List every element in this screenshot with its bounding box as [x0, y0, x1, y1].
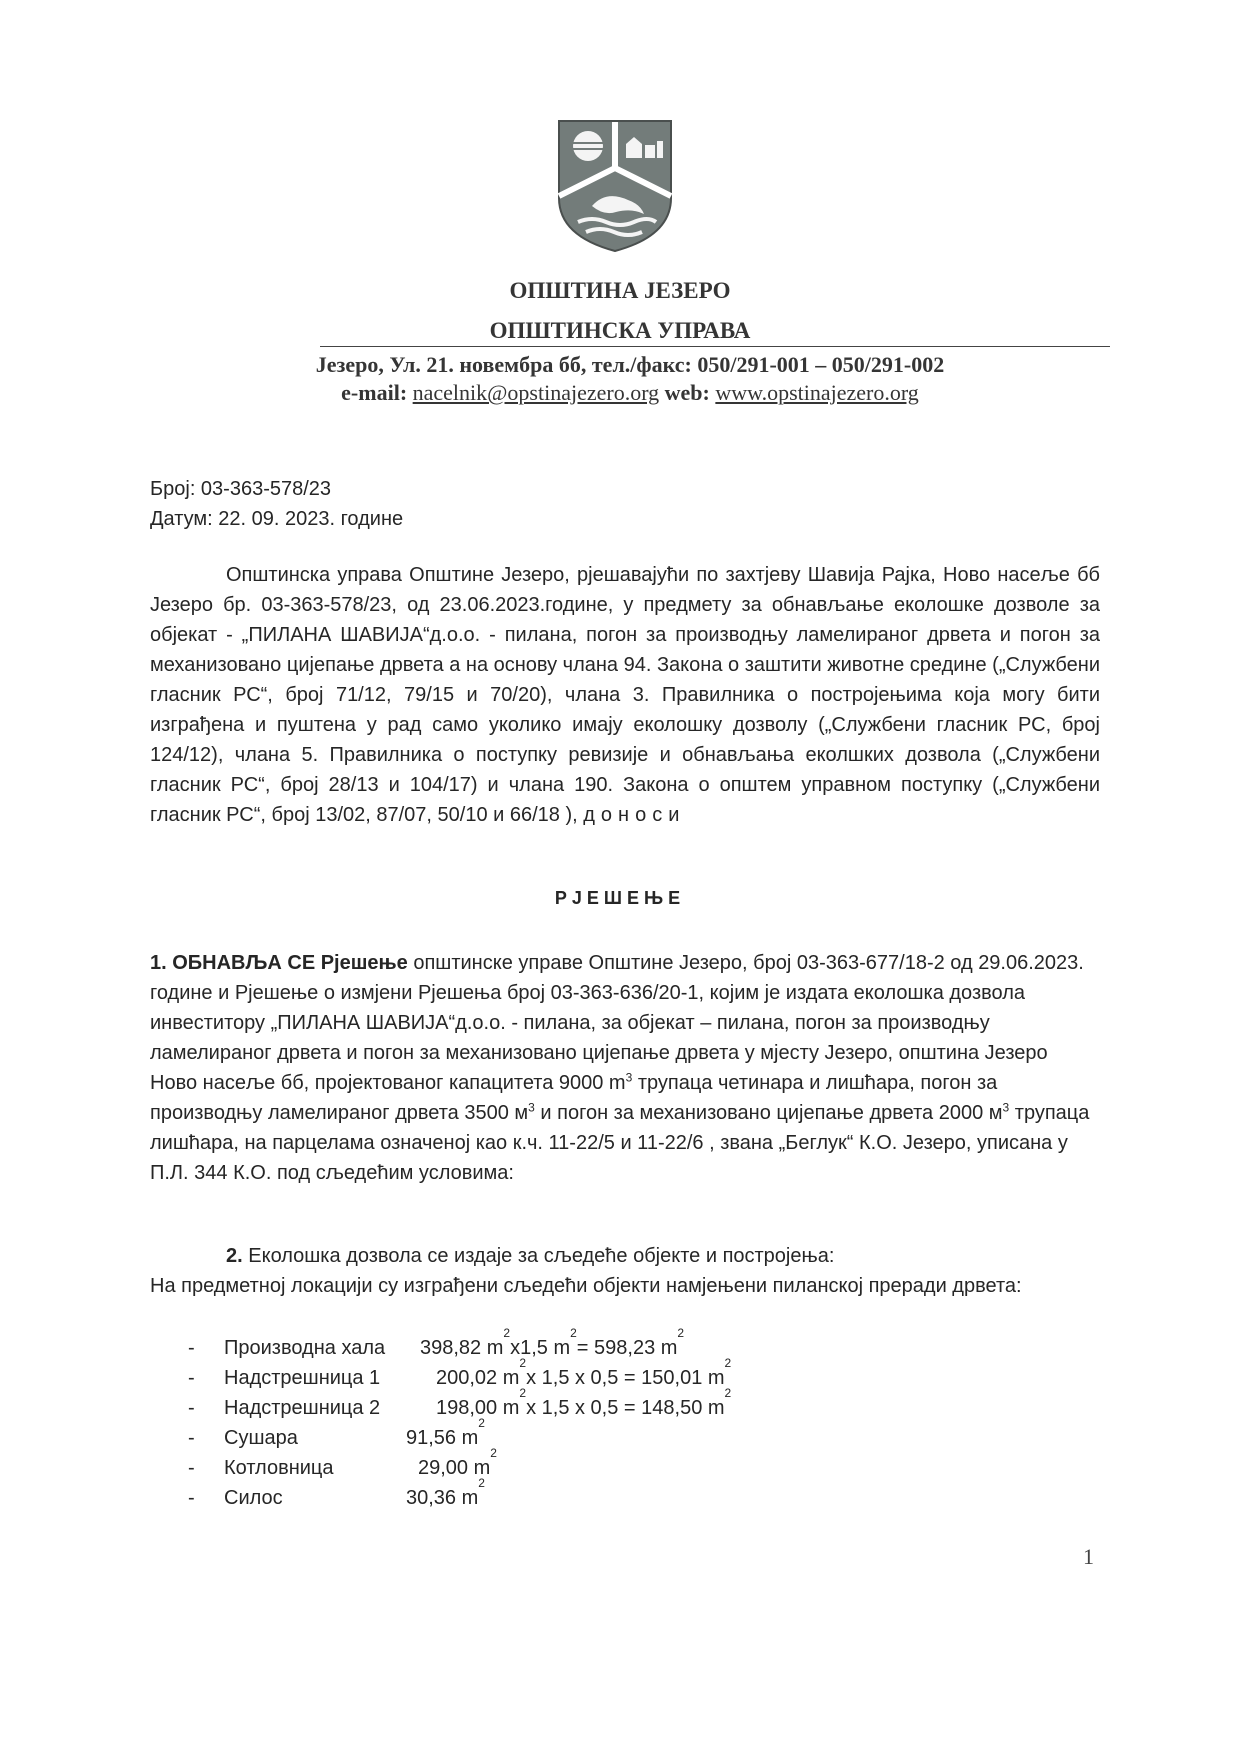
cubic-sup: 3 — [625, 1070, 633, 1085]
object-name: Сушара — [224, 1427, 298, 1449]
document-meta — [150, 474, 1100, 534]
object-area: 91,56 m — [406, 1427, 479, 1449]
square-sup: 2 — [519, 1356, 527, 1370]
email-label: e-mail: — [341, 380, 408, 405]
square-sup: 2 — [677, 1326, 685, 1340]
item-1-text-d: трупаца лишћара, на парцелама означеној као к.ч. 11-22/5 и 11-22/6 , звана „Беглук“ К.О. Језеро, уписана у П.Л. 344 К.О. под сљедећим условима: — [150, 1102, 1090, 1184]
list-item: - Надстрешница 2 198,00 m 2 x 1,5 x 0,5 = 148,50 m 2 — [150, 1393, 731, 1423]
square-sup: 2 — [570, 1326, 577, 1340]
municipality-name: ОПШТИНА ЈЕЗЕРО — [509, 278, 731, 303]
object-formula: x 1,5 x 0,5 = 150,01 m — [526, 1367, 725, 1389]
object-area: 200,02 m — [436, 1367, 520, 1389]
item-1-paragraph — [150, 948, 1100, 1188]
object-area: 30,36 m — [406, 1487, 479, 1509]
contact-line — [150, 380, 1110, 406]
object-name: Надстрешница 1 — [224, 1367, 381, 1389]
list-item: - Силос 30,36 m 2 — [150, 1483, 731, 1513]
square-sup: 2 — [478, 1416, 485, 1430]
list-item: - Котловница 29,00 m 2 — [150, 1453, 731, 1483]
object-area: 198,00 m — [436, 1397, 520, 1419]
item-1-text-a: општинске управе Општине Језеро, број 03-363-677/18-2 од 29.06.2023. године и Рјешење о измјени Рјешења број 03-363-636/20-1, којим је издата еколошка дозвола инвеститору „ПИЛАНА ШАВИЈА“д.о.о. - пилана, за објекат – пилана, погон за производњу ламелираног дрвета и погон за механизовано цијепање дрвета у мјесту Језеро, општина Језеро Ново насеље бб, пројектованог капацитета 9000 m — [150, 952, 1084, 1094]
address-line: Језеро, Ул. 21. новембра бб, тел./факс: 050/291-001 – 050/291-002 — [315, 352, 945, 377]
square-sup: 2 — [724, 1356, 732, 1370]
item-2-sub: На предметној локацији су изграђени сљедећи објекти намјењени пиланској преради дрвета: — [150, 1275, 1022, 1297]
decision-title: РЈЕШЕЊЕ — [554, 888, 686, 908]
object-name: Силос — [224, 1487, 283, 1509]
list-item: - Производна хала 398,82 m 2 x1,5 m 2 = 598,23 m 2 — [150, 1333, 731, 1363]
web-link[interactable]: www.opstinajezero.org — [715, 380, 919, 405]
item-2-text: Еколошка дозвола се издаје за сљедеће објекте и постројења: — [248, 1245, 835, 1267]
item-1-text-b: трупаца четинара и лишћара, погон за производњу ламелираног дрвета 3500 м — [150, 1072, 998, 1124]
square-sup: 2 — [478, 1476, 485, 1490]
item-2-paragraph — [150, 1241, 1100, 1301]
web-label: web: — [664, 380, 710, 405]
intro-text: Општинска управа Општине Језеро, рјешавајући по захтјеву Шавија Рајка, Ново насеље бб Језеро бр. 03-363-578/23, од 23.06.2023.године, у предмету за обнављање еколошке дозволе за објекат - „ПИЛАНА ШАВИЈА“д.о.о. - пилана, погон за производњу ламелираног дрвета и погон за механизовано цијепање дрвета а на основу члана 94. Закона о заштити животне средине („Службени гласник РС“, број 71/12, 79/15 и 70/20), члана 3. Правилника о постројењима која могу бити изграђена и пуштена у рад само уколико имају еколошку дозволу („Службени гласник РС, број 124/12), члана 5. Правилника о поступку ревизије и обнављања еколшких дозвола („Службени гласник РС“, број 28/13 и 104/17) и члана 190. Закона о општем управном поступку („Службени гласник РС“, број 13/02, 87/07, 50/10 и 66/18 ), — [150, 564, 1100, 826]
object-name: Котловница — [224, 1457, 334, 1479]
square-sup: 2 — [519, 1386, 527, 1400]
object-name: Производна хала — [224, 1337, 386, 1359]
list-item: - Надстрешница 1 200,02 m 2 x 1,5 x 0,5 = 150,01 m 2 — [150, 1363, 731, 1393]
item-1-text-c: и погон за механизовано цијепање дрвета 2000 м — [540, 1102, 1003, 1124]
square-sup: 2 — [724, 1386, 732, 1400]
item-2-line — [150, 1241, 1100, 1271]
square-sup: 2 — [490, 1446, 497, 1460]
object-name: Надстрешница 2 — [224, 1397, 381, 1419]
item-2-lead: 2. — [226, 1245, 243, 1267]
cubic-sup: 3 — [1002, 1100, 1010, 1115]
intro-closing: доноси — [583, 804, 686, 826]
administration-name: ОПШТИНСКА УПРАВА — [489, 318, 751, 343]
object-area: 398,82 m — [420, 1337, 504, 1359]
cubic-sup: 3 — [528, 1100, 535, 1115]
object-area: 29,00 m — [418, 1457, 491, 1479]
document-date: Датум: 22. 09. 2023. године — [150, 508, 404, 530]
object-total: = 598,23 m — [576, 1337, 678, 1359]
coat-of-arms-logo — [556, 118, 674, 254]
item-1-lead: 1. ОБНАВЉА СЕ Рјешење — [150, 952, 408, 974]
intro-paragraph — [150, 560, 1100, 830]
object-formula: x1,5 m — [510, 1337, 571, 1359]
objects-list — [150, 1326, 732, 1513]
square-sup: 2 — [503, 1326, 511, 1340]
page-number: 1 — [1083, 1544, 1094, 1569]
header-divider — [320, 346, 1110, 347]
list-item: - Сушара 91,56 m 2 — [150, 1423, 731, 1453]
email-link[interactable]: nacelnik@opstinajezero.org — [412, 380, 660, 405]
object-formula: x 1,5 x 0,5 = 148,50 m — [526, 1397, 725, 1419]
document-number: Број: 03-363-578/23 — [150, 478, 332, 500]
